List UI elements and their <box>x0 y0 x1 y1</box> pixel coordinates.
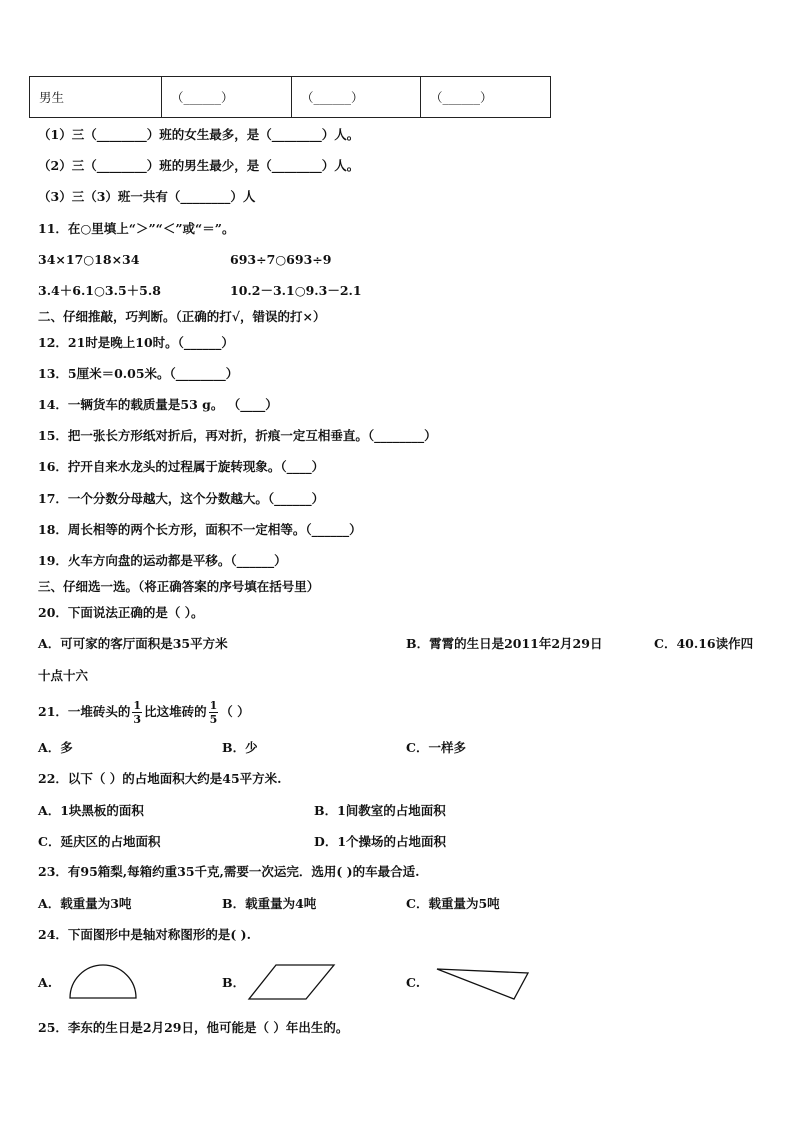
table-row <box>30 77 551 118</box>
option-a: A．载重量为3吨 <box>38 896 132 911</box>
question-25: 25．李东的生日是2月29日，他可能是（ ）年出生的。 <box>38 1020 349 1035</box>
question-18: 18．周长相等的两个长方形，面积不一定相等。（______） <box>38 522 362 537</box>
blank-cell: （______） <box>421 77 551 118</box>
option-b: B．1间教室的占地面积 <box>314 803 446 818</box>
fraction-one-fifth: $\frac{1}{5}$ <box>209 699 218 726</box>
question-10-2: （2）三（________）班的男生最少，是（________）人。 <box>38 158 360 173</box>
question-19: 19．火车方向盘的运动都是平移。（______） <box>38 553 287 568</box>
question-21 <box>38 700 250 725</box>
option-c: C．一样多 <box>406 740 466 755</box>
option-a: A．1块黑板的面积 <box>38 803 144 818</box>
question-21-middle: 比这堆砖的 <box>144 704 207 719</box>
compare-item: 34×17○18×34 <box>38 252 140 267</box>
question-22: 22．以下（ ）的占地面积大约是45平方米. <box>38 771 282 786</box>
question-20: 20．下面说法正确的是（ ）。 <box>38 605 204 620</box>
semicircle-figure <box>66 960 140 1002</box>
section-3-heading: 三、仔细选一选。（将正确答案的序号填在括号里） <box>38 579 320 594</box>
class-stats-table <box>29 76 551 118</box>
triangle-figure <box>434 964 536 1004</box>
question-10-1: （1）三（________）班的女生最多，是（________）人。 <box>38 127 360 142</box>
question-15: 15．把一张长方形纸对折后，再对折，折痕一定互相垂直。（________） <box>38 428 437 443</box>
section-2-heading: 二、仔细推敲，巧判断。（正确的打√，错误的打×） <box>38 309 326 324</box>
blank-cell: （______） <box>292 77 421 118</box>
option-c: C．载重量为5吨 <box>406 896 500 911</box>
question-23: 23．有95箱梨,每箱约重35千克,需要一次运完．选用( )的车最合适. <box>38 864 420 879</box>
option-a: A．可可家的客厅面积是35平方米 <box>38 636 228 651</box>
compare-item: 693÷7○693÷9 <box>230 252 332 267</box>
option-c-label: C. <box>406 975 421 990</box>
option-c-continued: 十点十六 <box>38 668 89 683</box>
blank-cell: （______） <box>162 77 292 118</box>
question-13: 13．5厘米＝0.05米。（________） <box>38 366 239 381</box>
compare-item: 3.4＋6.1○3.5＋5.8 <box>38 283 161 298</box>
option-b-label: B． <box>222 975 246 990</box>
question-11: 11．在○里填上“＞”“＜”或“＝”。 <box>38 221 235 236</box>
question-14: 14．一辆货车的载质量是53 g。 （____） <box>38 397 278 412</box>
option-c: C．40.16读作四 <box>654 636 754 651</box>
option-b: B．霄霄的生日是2011年2月29日 <box>406 636 603 651</box>
question-12: 12．21时是晚上10时。（______） <box>38 335 234 350</box>
question-24: 24．下面图形中是轴对称图形的是( ). <box>38 927 251 942</box>
option-a-label: A. <box>38 975 53 990</box>
option-d: D．1个操场的占地面积 <box>314 834 447 849</box>
question-10-3: （3）三（3）班一共有（________）人 <box>38 189 256 204</box>
option-b: B．载重量为4吨 <box>222 896 317 911</box>
question-21-prefix: 21．一堆砖头的 <box>38 704 131 719</box>
option-b: B．少 <box>222 740 258 755</box>
question-17: 17．一个分数分母越大，这个分数越大。（______） <box>38 491 325 506</box>
parallelogram-figure <box>246 962 338 1002</box>
question-16: 16．拧开自来水龙头的过程属于旋转现象。（____） <box>38 459 325 474</box>
compare-item: 10.2－3.1○9.3－2.1 <box>230 283 362 298</box>
option-c: C．延庆区的占地面积 <box>38 834 161 849</box>
question-21-suffix: （ ） <box>220 704 250 719</box>
row-label: 男生 <box>30 77 162 118</box>
fraction-one-third: $\frac{1}{3}$ <box>133 699 142 726</box>
option-a: A．多 <box>38 740 73 755</box>
